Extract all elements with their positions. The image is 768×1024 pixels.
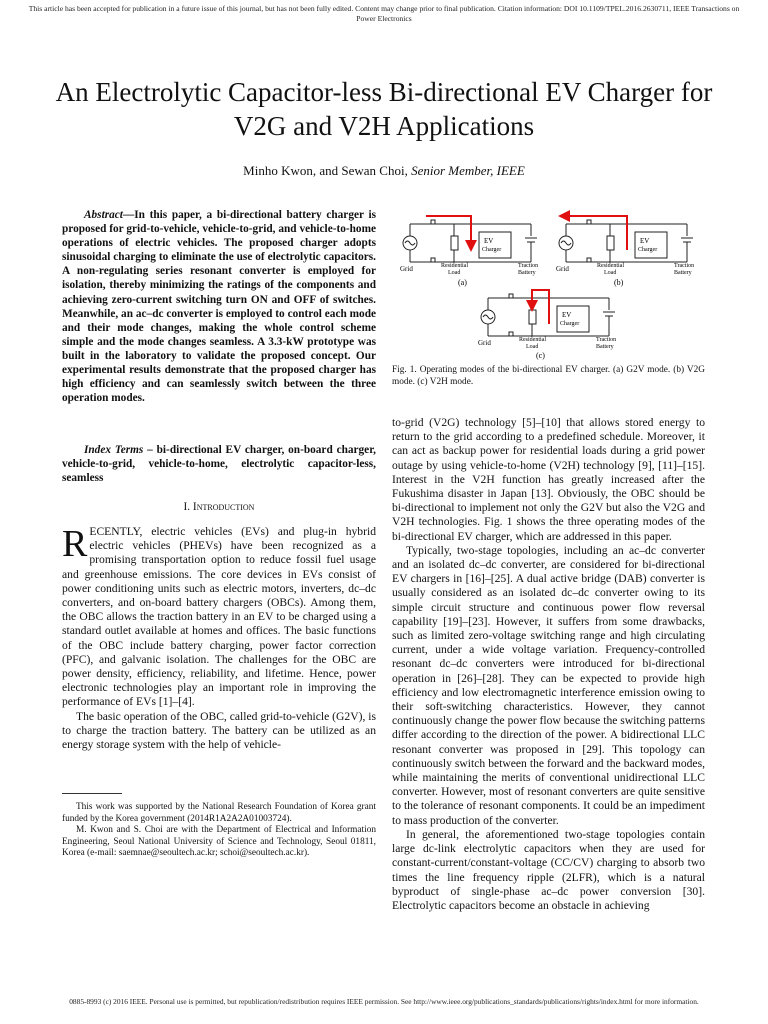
svg-text:Traction: Traction (596, 337, 617, 343)
svg-text:Residential: Residential (441, 263, 468, 269)
footnote-funding: This work was supported by the National Research Foundation of Korea grant funded by the Korea government (2014R1A2A2A01003724). (62, 802, 376, 824)
svg-text:EV: EV (562, 311, 572, 319)
svg-text:Load: Load (604, 270, 617, 276)
circuit-a-g2v (400, 216, 538, 287)
author-affiliation: Senior Member, IEEE (411, 163, 525, 178)
right-paragraph-1: to-grid (V2G) technology [5]–[10] that allows stored energy to return to the grid according to a predefined schedule. Moreover, it can act as backup power for residential loads during a grid power outage by using vehicle-to-home (V2H) technology [9], [11]–[15]. Interest in the V2H function has greatly increased after the Fukushima disaster in Japan [13]. Obviously, the OBC should be bi-directional to implement not only the G2V but also the V2G and V2H technologies. Fig. 1 shows the three operating modes of the bi-directional EV charger, which are addressed in this paper. (392, 416, 705, 543)
label-b: (b) (614, 278, 624, 287)
svg-text:Load: Load (526, 344, 539, 350)
circuit-c-v2h (478, 290, 616, 360)
svg-text:Charger: Charger (638, 247, 658, 253)
section-heading: I. Introduction (183, 501, 255, 513)
index-terms: Index Terms – bi-directional EV charger, on-board charger, vehicle-to-grid, vehicle-to-home, electrolytic capacitor-less, seamless (62, 444, 376, 485)
svg-text:Charger: Charger (560, 321, 580, 327)
footnote-rule (62, 793, 122, 794)
header-notice: This article has been accepted for publication in a future issue of this journal, but has not been fully edited. Content may change prior to final publication. Citation information: DOI 10.1109/TPEL.2016.2630711, IEEE Transactions on Power Electronics (28, 4, 740, 23)
ev-charger-box (479, 232, 511, 258)
svg-text:Traction: Traction (674, 263, 695, 269)
copyright-footer: 0885-8993 (c) 2016 IEEE. Personal use is permitted, but republication/redistribution requires IEEE permission. See http://www.ieee.org/publications_standards/publications/rights/index.html for more information. (69, 997, 699, 1006)
label-a: (a) (458, 278, 467, 287)
svg-text:Traction: Traction (518, 263, 539, 269)
svg-text:Battery: Battery (518, 270, 536, 276)
index-terms-text: bi-directional EV charger, on-board charger, vehicle-to-grid, vehicle-to-home, electrolytic capacitor-less, seamless (62, 444, 376, 485)
figure-caption: Fig. 1. Operating modes of the bi-directional EV charger. (a) G2V mode. (b) V2G mode. (c) V2H mode. (392, 365, 705, 387)
intro-paragraph-2: The basic operation of the OBC, called grid-to-vehicle (G2V), is to charge the traction battery. The battery can be utilized as an energy storage system with the help of vehicle- (62, 709, 376, 752)
intro-paragraph-1 (62, 525, 376, 710)
authors (40, 163, 728, 179)
svg-text:Residential: Residential (597, 263, 624, 269)
abstract-label: Abstract (84, 209, 123, 221)
footnotes (62, 802, 376, 860)
footnote-affiliation: M. Kwon and S. Choi are with the Department of Electrical and Information Engineering, Seoul National University of Science and Technology, Seoul 01811, Korea (e-mail: saemnae@seoultech.ac.kr; schoi@seoultech.ac.kr). (62, 825, 376, 858)
load-resistor-icon (451, 236, 458, 250)
index-terms-label: Index Terms (84, 444, 144, 456)
paper-title: An Electrolytic Capacitor-less Bi-directional EV Charger for V2G and V2H Applications (55, 77, 713, 141)
svg-text:Grid: Grid (556, 265, 569, 273)
author-names: Minho Kwon, and Sewan Choi, (243, 163, 408, 178)
svg-text:EV: EV (640, 237, 650, 245)
intro-p1-text: ECENTLY, electric vehicles (EVs) and plug-in hybrid electric vehicles (PHEVs) have been recognized as a promising transportation option to reduce fossil fuel usage and greenhouse emissions. The core devices in EVs consist of power conditioning units such as electric motors, inverters, dc–dc converters, and on-board battery chargers (OBCs). Among them, the OBC allows the traction battery in an EV to be charged using a standard outlet available at homes and offices. The basic functions of the OBC include battery charging, power factor correction (PFC), and galvanic isolation. The challenges for the OBC are power density, efficiency, reliability, and lifetime. Hence, power electronic technologies play an important role in improving the performance of EVs [1]–[4]. (62, 525, 376, 709)
intro-body (62, 525, 376, 752)
abstract-text: In this paper, a bi-directional battery charger is proposed for grid-to-vehicle, vehicle-to-grid, and vehicle-to-home operations of electric vehicles. The proposed charger adopts sinusoidal charging to eliminate the use of electrolytic capacitors. A non-regulating series resonant converter is employed for isolation, thereby minimizing the ratings of the components and achieving zero-current switching turn ON and OFF of switches. Meanwhile, an ac–dc converter is employed to control each mode and their mode changes, making the whole control scheme simple and the mode changes seamless. A 3.3-kW prototype was built in the laboratory to validate the proposed concept. Our experimental results demonstrate that the proposed charger has high efficiency and can seamlessly switch between the three operation modes. (62, 209, 376, 405)
svg-text:Residential: Residential (519, 337, 546, 343)
svg-text:Battery: Battery (596, 344, 614, 350)
right-column-body (392, 416, 705, 913)
svg-text:Load: Load (448, 270, 461, 276)
right-paragraph-2: Typically, two-stage topologies, including an ac–dc converter and an isolated dc–dc converter, are considered for bi-directional EV chargers in [16]–[25]. A dual active bridge (DAB) converter is usually considered as an isolated dc–dc converter owing to its simple circuit structure and continuous power flow reversal capability [19]–[23]. However, it suffers from some drawbacks, such as limited zero-voltage switching range and high circulating current, under a wide voltage variation. Frequency-controlled resonant dc–dc converters were introduced for bi-directional operation in [26]–[28]. They can be expected to provide high efficiency and low electromagnetic interference emission owing to their soft-switching characteristics. However, they cannot continuously change the power flow because the switching patterns differ according to the direction of the power. A bidirectional LLC resonant converter was proposed in [29]. This topology can continuously switch between the forward and the backward modes, while maintaining the merits of conventional unidirectional LLC converter. However, most of resonant converters are quite sensitive to the tolerance of resonant components. It could be an impediment to mass production of the converter. (392, 543, 705, 827)
svg-text:EV: EV (484, 237, 494, 245)
drop-cap: R (62, 523, 88, 565)
svg-text:Charger: Charger (482, 247, 502, 253)
svg-text:Grid: Grid (478, 339, 491, 347)
svg-text:Grid: Grid (400, 265, 413, 273)
figure-1-diagram (392, 200, 705, 360)
svg-text:Battery: Battery (674, 270, 692, 276)
circuit-b-v2g (556, 216, 694, 287)
abstract: Abstract—In this paper, a bi-directional battery charger is proposed for grid-to-vehicle, vehicle-to-grid, and vehicle-to-home operations of electric vehicles. The proposed charger adopts sinusoidal charging to eliminate the use of electrolytic capacitors. A non-regulating series resonant converter is employed for isolation, thereby minimizing the ratings of the components and achieving zero-current switching turn ON and OFF of switches. Meanwhile, an ac–dc converter is employed to control each mode and their mode changes, making the whole control scheme simple and the mode changes seamless. A 3.3-kW prototype was built in the laboratory to validate the proposed concept. Our experimental results demonstrate that the proposed charger has high efficiency and can seamlessly switch between the three operation modes. (62, 209, 376, 405)
right-paragraph-3: In general, the aforementioned two-stage topologies contain large dc-link electrolytic capacitors when they are used for constant-current/constant-voltage (CC/CV) charging to absorb two times the line frequency ripple (2LFR), which is a natural byproduct of single-phase ac–dc power conversion [30]. Electrolytic capacitors become an obstacle in achieving (392, 827, 705, 912)
label-c: (c) (536, 351, 545, 360)
